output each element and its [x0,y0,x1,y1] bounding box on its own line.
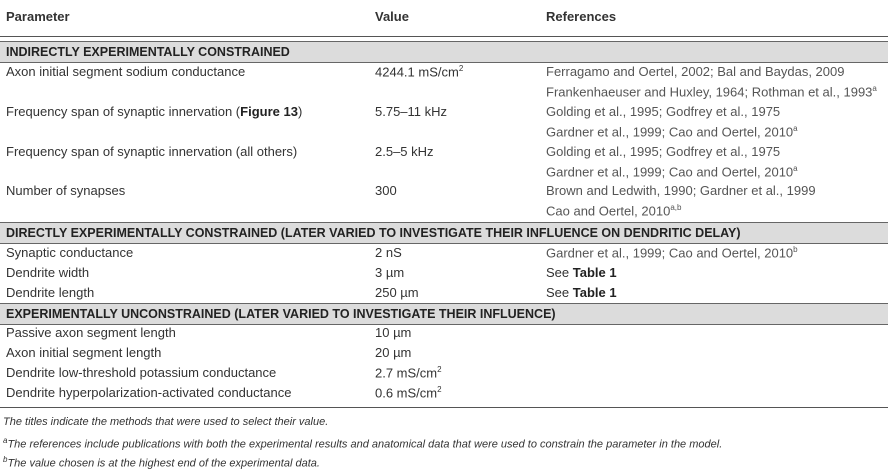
header-parameter: Parameter [6,9,70,24]
value-cell: 250 µm [375,285,419,300]
value-cell: 300 [375,183,397,198]
table-link[interactable]: Table 1 [572,265,617,280]
footnote-b [3,455,320,470]
ref-line [546,84,877,99]
param-cell: Synaptic conductance [6,245,134,260]
param-cell: Dendrite hyperpolarization-activated conductance [6,385,292,400]
param-cell [6,104,302,119]
footnote-text: The references include publications with both the experimental results and anatomical data that were used to constrain the parameter in the model. [7,438,723,451]
ref-line: Golding et al., 1995; Godfrey et al., 1975 [546,144,781,159]
ref-line: Brown and Ledwith, 1990; Gardner et al., 1999 [546,183,816,198]
ref-text: Gardner et al., 1999; Cao and Oertel, 2010 [546,124,794,140]
value-cell [375,365,442,380]
header-references: References [546,9,617,24]
param-text: Frequency span of synaptic innervation ( [6,104,241,119]
ref-sup: a,b [670,203,682,212]
footnote-marker: b [3,455,8,464]
footnote-a [3,436,722,451]
param-text: ) [297,104,303,119]
footnote-marker: a [3,436,8,445]
ref-text: See [546,285,573,300]
value-text: 4244.1 mS/cm [375,64,459,80]
param-cell: Dendrite width [6,265,90,280]
value-cell: 5.75–11 kHz [375,104,448,119]
param-cell: Dendrite low-threshold potassium conductance [6,365,277,380]
ref-line [546,245,798,260]
param-cell: Frequency span of synaptic innervation (all others) [6,144,298,159]
ref-sup: a [872,84,877,93]
section-indirect [0,41,888,63]
footnote-text: The value chosen is at the highest end of the experimental data. [7,457,320,470]
section-title: INDIRECTLY EXPERIMENTALLY CONSTRAINED [6,45,290,59]
ref-line [546,203,681,218]
ref-line: Golding et al., 1995; Godfrey et al., 1975 [546,104,781,119]
ref-text: Cao and Oertel, 2010 [546,203,671,219]
value-cell [375,64,463,79]
ref-text: Frankenhaeuser and Huxley, 1964; Rothman et al., 1993 [546,84,873,100]
value-cell: 2 nS [375,245,402,260]
ref-line: Ferragamo and Oertel, 2002; Bal and Baydas, 2009 [546,64,845,79]
ref-text: Gardner et al., 1999; Cao and Oertel, 2010 [546,245,794,261]
value-sup: 2 [437,365,442,374]
section-unconstrained [0,303,888,325]
table-bottom-rule [0,407,888,408]
ref-line [546,265,617,280]
section-direct [0,222,888,244]
param-cell: Axon initial segment sodium conductance [6,64,246,79]
param-cell: Axon initial segment length [6,345,162,360]
ref-sup: b [793,245,798,254]
value-cell [375,385,442,400]
value-text: 0.6 mS/cm [375,385,438,401]
section-title: DIRECTLY EXPERIMENTALLY CONSTRAINED (LATER VARIED TO INVESTIGATE THEIR INFLUENCE ON DENDRITIC DELAY) [6,226,741,240]
param-cell: Passive axon segment length [6,325,176,340]
param-cell: Dendrite length [6,285,95,300]
footnote-general: The titles indicate the methods that were used to select their value. [3,416,329,428]
ref-line [546,124,798,139]
value-cell: 3 µm [375,265,405,280]
ref-text: Gardner et al., 1999; Cao and Oertel, 2010 [546,164,794,180]
ref-line [546,164,798,179]
header-value: Value [375,9,409,24]
param-cell: Number of synapses [6,183,126,198]
value-sup: 2 [458,64,464,73]
ref-text: See [546,265,573,280]
ref-sup: a [793,164,798,173]
table-link[interactable]: Table 1 [572,285,617,300]
value-cell: 20 µm [375,345,412,360]
figure-link[interactable]: Figure 13 [240,104,298,119]
value-sup: 2 [437,385,442,394]
table-header [0,0,888,37]
value-cell: 10 µm [375,325,412,340]
ref-line [546,285,617,300]
value-text: 2.7 mS/cm [375,365,438,381]
ref-sup: a [793,124,798,133]
section-title: EXPERIMENTALLY UNCONSTRAINED (LATER VARIED TO INVESTIGATE THEIR INFLUENCE) [6,307,556,321]
value-cell: 2.5–5 kHz [375,144,434,159]
